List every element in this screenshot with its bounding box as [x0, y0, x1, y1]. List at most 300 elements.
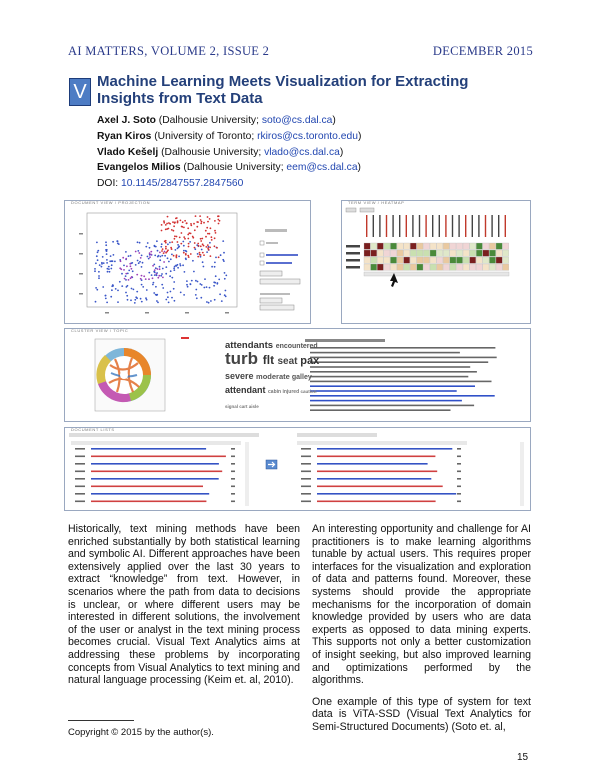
scatter-point	[161, 243, 163, 245]
heat-cell	[410, 243, 416, 249]
scatter-point	[186, 284, 188, 286]
row-id	[301, 486, 311, 488]
scatter-point	[225, 296, 227, 298]
word-cloud-term[interactable]: attendant	[225, 385, 269, 396]
scatter-point	[156, 294, 158, 296]
word-cloud-term[interactable]: injured	[282, 389, 301, 396]
scatter-point	[211, 239, 213, 241]
scatter-point	[200, 256, 202, 258]
heat-column-label	[452, 215, 453, 237]
heat-cell	[410, 250, 416, 256]
scatter-point	[219, 293, 221, 295]
scatter-point	[165, 224, 167, 226]
heat-cell	[390, 257, 396, 263]
row-id	[301, 501, 311, 503]
scatter-point	[139, 242, 141, 244]
word-cloud-term[interactable]: encountered	[275, 343, 318, 350]
scatter-point	[167, 249, 169, 251]
scatter-point	[136, 297, 138, 299]
scatter-point	[141, 275, 143, 277]
scatter-point	[173, 225, 175, 227]
drop-letter: V	[69, 78, 91, 106]
scatter-point	[197, 281, 199, 283]
scatter-point	[95, 287, 97, 289]
scatter-point	[165, 246, 167, 248]
heat-cell	[443, 257, 449, 263]
scatter-point	[141, 301, 143, 303]
heat-cell	[489, 264, 495, 270]
cluster-topic-panel	[64, 328, 531, 422]
doi-link[interactable]: 10.1145/2847557.2847560	[121, 178, 244, 190]
word-cloud-term[interactable]: caution	[300, 389, 317, 395]
scatter-point	[167, 292, 169, 294]
author-affiliation: (University of Toronto;	[151, 130, 258, 142]
scatter-point	[161, 224, 163, 226]
heat-column-label	[491, 215, 492, 237]
word-cloud-term[interactable]: cabin	[268, 389, 283, 396]
scatter-point	[209, 287, 211, 289]
heat-cell	[437, 257, 443, 263]
scatter-point	[194, 229, 196, 231]
row-text	[91, 501, 206, 503]
panel-title: DOCUMENT LISTS	[71, 427, 115, 432]
scatter-point	[96, 255, 98, 257]
scatter-point	[115, 288, 117, 290]
scatter-point	[157, 302, 159, 304]
scatter-point	[96, 289, 98, 291]
heat-cell	[364, 250, 370, 256]
row-text	[91, 456, 226, 458]
heat-cell	[410, 264, 416, 270]
scatter-point	[177, 248, 179, 250]
scatter-point	[148, 278, 150, 280]
scatter-point	[141, 255, 143, 257]
word-cloud-term[interactable]: signal	[225, 403, 240, 409]
row-text	[91, 463, 219, 465]
scatter-point	[200, 223, 202, 225]
scatter-point	[223, 252, 225, 254]
document-text-line	[310, 385, 475, 387]
scatter-point	[130, 255, 132, 257]
scatter-point	[173, 281, 175, 283]
scatter-point	[215, 257, 217, 259]
scatter-point	[125, 251, 127, 253]
scatter-point	[176, 217, 178, 219]
scatter-point	[193, 223, 195, 225]
scatter-point	[105, 241, 107, 243]
heat-cell	[483, 264, 489, 270]
author-name: Evangelos Milios	[97, 162, 181, 174]
scatter-point	[162, 277, 164, 279]
document-lists-panel	[64, 427, 531, 511]
scatter-point	[214, 237, 216, 239]
scatter-point	[171, 229, 173, 231]
scatter-point	[161, 284, 163, 286]
title-line-1: Machine Learning Meets Visualization for Extracting	[97, 73, 469, 90]
scatter-point	[221, 300, 223, 302]
scatter-point	[123, 265, 125, 267]
scatter-point	[206, 251, 208, 253]
scatter-point	[105, 244, 107, 246]
heat-column-label	[445, 215, 446, 237]
scatter-point	[161, 250, 163, 252]
document-text-line	[310, 361, 488, 363]
scatter-point	[114, 261, 116, 263]
scatter-point	[110, 255, 112, 257]
scatter-point	[198, 245, 200, 247]
scatter-point	[210, 300, 212, 302]
author-email-link[interactable]: rkiros@cs.toronto.edu	[257, 130, 358, 142]
heat-cell	[390, 250, 396, 256]
heat-cell	[503, 250, 509, 256]
heat-cell	[430, 264, 436, 270]
author-name: Axel J. Soto	[97, 115, 156, 126]
word-cloud-term[interactable]: cart	[239, 403, 249, 409]
scatter-point	[98, 271, 100, 273]
heat-cell	[390, 264, 396, 270]
scatter-point	[117, 242, 119, 244]
heat-cell	[377, 264, 383, 270]
document-text-line	[310, 357, 497, 359]
heat-column-label	[465, 215, 466, 237]
row-score	[457, 463, 461, 465]
heat-cell	[470, 264, 476, 270]
heat-cell	[397, 257, 403, 263]
row-score	[231, 463, 235, 465]
scatter-point	[112, 284, 114, 286]
body-column-right	[312, 523, 531, 743]
scatter-point	[217, 215, 219, 217]
scatter-point	[214, 230, 216, 232]
scatter-point	[160, 275, 162, 277]
scatter-point	[134, 302, 136, 304]
scatter-point	[141, 284, 143, 286]
scatter-point	[187, 227, 189, 229]
heat-cell	[417, 243, 423, 249]
scatter-point	[218, 279, 220, 281]
scatter-point	[192, 260, 194, 262]
author-name: Vlado Kešelj	[97, 146, 159, 158]
scatter-point	[124, 278, 126, 280]
scatter-point	[196, 297, 198, 299]
scatter-point	[119, 281, 121, 283]
heat-cell	[476, 257, 482, 263]
scatter-point	[145, 246, 147, 248]
scatter-point	[197, 253, 199, 255]
scatter-point	[123, 269, 125, 271]
footnote-rule	[68, 720, 134, 721]
scatter-point	[203, 254, 205, 256]
scatter-point	[110, 296, 112, 298]
row-score	[457, 501, 461, 503]
heat-cell	[443, 250, 449, 256]
row-score	[231, 448, 235, 450]
row-id	[75, 486, 85, 488]
scatter-point	[217, 219, 219, 221]
scatter-point	[186, 251, 188, 253]
word-cloud-term[interactable]: flt	[262, 353, 278, 368]
scatter-point	[105, 295, 107, 297]
scatter-point	[169, 275, 171, 277]
heat-cell	[483, 243, 489, 249]
scatter-point	[148, 258, 150, 260]
heat-cell	[489, 257, 495, 263]
document-text-line	[310, 390, 457, 392]
scatter-point	[197, 256, 199, 258]
scatter-point	[165, 242, 167, 244]
scatter-point	[108, 266, 110, 268]
heat-row-label	[346, 266, 360, 269]
scatter-point	[159, 259, 161, 261]
heat-cell	[483, 250, 489, 256]
word-cloud-term[interactable]: pax	[300, 355, 320, 368]
scatter-point	[99, 264, 101, 266]
row-text	[317, 448, 452, 450]
scatter-point	[173, 230, 175, 232]
author-row	[97, 160, 517, 176]
scatter-point	[186, 223, 188, 225]
scatter-point	[103, 262, 105, 264]
scatter-point	[165, 273, 167, 275]
system-screenshot-figure	[64, 195, 529, 509]
scatter-point	[222, 259, 224, 261]
scatter-point	[177, 264, 179, 266]
scatter-point	[154, 274, 156, 276]
scatter-point	[136, 291, 138, 293]
scatter-point	[159, 268, 161, 270]
row-id	[75, 501, 85, 503]
scatter-point	[179, 263, 181, 265]
heat-column-label	[485, 215, 486, 237]
scatter-point	[153, 292, 155, 294]
body-column-left	[68, 523, 300, 696]
scatter-point	[109, 271, 111, 273]
row-text	[317, 486, 443, 488]
scatter-point	[97, 251, 99, 253]
article-title	[97, 73, 517, 107]
heat-cell	[423, 243, 429, 249]
scatter-point	[183, 294, 185, 296]
heat-row-label	[346, 259, 360, 262]
word-cloud-term[interactable]: attendants	[225, 340, 276, 351]
scatter-point	[214, 245, 216, 247]
heat-cell	[450, 250, 456, 256]
running-header	[68, 44, 533, 62]
row-text	[317, 471, 437, 473]
scatter-point	[162, 248, 164, 250]
scatter-point	[167, 257, 169, 259]
heat-cell	[496, 250, 502, 256]
document-text-line	[310, 366, 470, 368]
scatter-point	[188, 232, 190, 234]
heat-cell	[384, 243, 390, 249]
scatter-point	[138, 252, 140, 254]
topic-word-cloud	[225, 337, 325, 415]
author-email-link[interactable]: vlado@cs.dal.ca	[264, 146, 340, 158]
heatmap[interactable]	[342, 201, 530, 323]
scatter-point	[110, 268, 112, 270]
scatter-point	[106, 259, 108, 261]
row-id	[301, 478, 311, 480]
scatter-point	[216, 247, 218, 249]
heat-cell	[443, 243, 449, 249]
heat-cell	[456, 257, 462, 263]
scatter-point	[190, 225, 192, 227]
row-id	[301, 448, 311, 450]
scatter-point	[179, 237, 181, 239]
heat-cell	[503, 264, 509, 270]
issue-date: DECEMBER 2015	[432, 44, 533, 58]
paragraph: Historically, text mining methods have been enriched substantially by both statistical learning and symbolic AI. Different approaches have been extensively applied over the last 30 years to extract “knowledge” from text. However, in scenarios where the path from data to decisions is unclear, or where different users may be interested in different solutions, the involvement of the user or analyst in the text mining process becomes crucial. Visual Text Analytics aims at addressing these problems by incorporating concepts from Visual Analytics to text mining and natural language processing (Keim et. al, 2010).	[68, 523, 300, 687]
term-heatmap-panel	[341, 200, 531, 324]
row-text	[317, 493, 456, 495]
scatter-point	[154, 245, 156, 247]
scatter-point	[119, 267, 121, 269]
panel-title: CLUSTER VIEW / TOPIC	[71, 328, 129, 333]
page-number: 15	[517, 752, 529, 763]
heat-cell	[384, 257, 390, 263]
word-cloud-term[interactable]: severe	[225, 370, 257, 381]
heat-cell	[371, 257, 377, 263]
heat-cell	[371, 243, 377, 249]
heat-cell	[470, 243, 476, 249]
row-id	[75, 448, 85, 450]
scatter-point	[182, 241, 184, 243]
scatter-point	[131, 262, 133, 264]
panel-title: DOCUMENT VIEW / PROJECTION	[71, 200, 151, 205]
scatter-point	[155, 273, 157, 275]
word-cloud-term[interactable]: turb	[225, 349, 263, 369]
word-cloud-term[interactable]: galley	[291, 373, 312, 381]
heat-cell	[503, 243, 509, 249]
scatter-point	[164, 255, 166, 257]
scatter-point	[128, 270, 130, 272]
row-id	[301, 456, 311, 458]
scatter-point	[141, 266, 143, 268]
author-affiliation: (Dalhousie University;	[180, 162, 287, 174]
scatter-point	[171, 297, 173, 299]
row-text	[91, 493, 209, 495]
document-tables[interactable]	[65, 428, 530, 510]
doi-row	[97, 176, 517, 192]
heat-column-label	[458, 215, 459, 237]
heat-cell	[390, 243, 396, 249]
scatter-point	[180, 292, 182, 294]
scatter-point	[187, 238, 189, 240]
scatter-point	[106, 302, 108, 304]
affiliation-close: )	[339, 146, 344, 158]
scatter-point	[139, 261, 141, 263]
scatter-point	[192, 236, 194, 238]
heat-cell	[496, 243, 502, 249]
scatter-point	[117, 240, 119, 242]
document-text-line	[310, 376, 468, 378]
document-text-line	[310, 371, 477, 373]
scatter-point	[218, 223, 220, 225]
scatter-point	[216, 283, 218, 285]
heat-cell	[470, 250, 476, 256]
heat-cell	[371, 250, 377, 256]
scatter-point	[105, 249, 107, 251]
scatter-point	[194, 242, 196, 244]
scatter-point	[188, 246, 190, 248]
heat-cell	[450, 257, 456, 263]
scatter-point	[135, 251, 137, 253]
author-email-link[interactable]: eem@cs.dal.ca	[286, 162, 358, 174]
heat-column-label	[439, 215, 440, 237]
table-header	[297, 441, 467, 445]
scatter-point	[163, 220, 165, 222]
scatter-point	[173, 267, 175, 269]
scatter-point	[214, 220, 216, 222]
scatter-point	[148, 272, 150, 274]
document-text-line	[310, 381, 492, 383]
scatter-point	[95, 301, 97, 303]
scatter-point	[209, 218, 211, 220]
scatter-point	[125, 292, 127, 294]
paragraph: One example of this type of system for text data is ViTA-SSD (Visual Text Analytics for Semi-Structured Documents) (Soto et. al,	[312, 695, 531, 733]
scatter-point	[154, 269, 156, 271]
scatter-point	[152, 284, 154, 286]
scatter-point	[171, 277, 173, 279]
scatter-point	[140, 298, 142, 300]
scatter-point	[191, 280, 193, 282]
heat-row-label	[346, 252, 360, 255]
scatter-point	[185, 258, 187, 260]
scatter-point	[168, 261, 170, 263]
scatter-point	[157, 250, 159, 252]
heat-cell	[371, 264, 377, 270]
affiliation-close: )	[357, 162, 361, 174]
scatter-point	[97, 250, 99, 252]
scatter-point	[182, 221, 184, 223]
heat-cell	[404, 257, 410, 263]
scatter-point	[130, 265, 132, 267]
author-affiliation: (Dalhousie University;	[155, 115, 262, 126]
word-cloud-term[interactable]: aisle	[248, 403, 259, 409]
scatter-point	[206, 227, 208, 229]
scatter-plot[interactable]	[65, 201, 310, 323]
author-email-link[interactable]: soto@cs.dal.ca	[261, 115, 333, 126]
author-row	[97, 129, 517, 145]
word-cloud-term[interactable]: seat	[277, 356, 301, 368]
row-id	[75, 463, 85, 465]
scatter-point	[203, 266, 205, 268]
heat-cell	[443, 264, 449, 270]
scatter-point	[196, 221, 198, 223]
heat-cell	[503, 257, 509, 263]
scatter-point	[150, 251, 152, 253]
heat-cell	[364, 243, 370, 249]
heat-column-label	[412, 215, 413, 237]
scatter-point	[210, 255, 212, 257]
word-cloud-term[interactable]: moderate	[256, 371, 292, 381]
scatter-point	[214, 266, 216, 268]
heat-cell	[377, 257, 383, 263]
scatter-point	[224, 272, 226, 274]
scatter-point	[174, 300, 176, 302]
scatter-point	[125, 258, 127, 260]
scatter-point	[127, 285, 129, 287]
document-projection-panel	[64, 200, 311, 324]
scatter-point	[107, 271, 109, 273]
heat-cell	[404, 250, 410, 256]
scatter-point	[162, 287, 164, 289]
scatter-point	[177, 244, 179, 246]
author-block	[97, 113, 517, 192]
row-score	[457, 493, 461, 495]
author-name: Ryan Kiros	[97, 130, 152, 142]
